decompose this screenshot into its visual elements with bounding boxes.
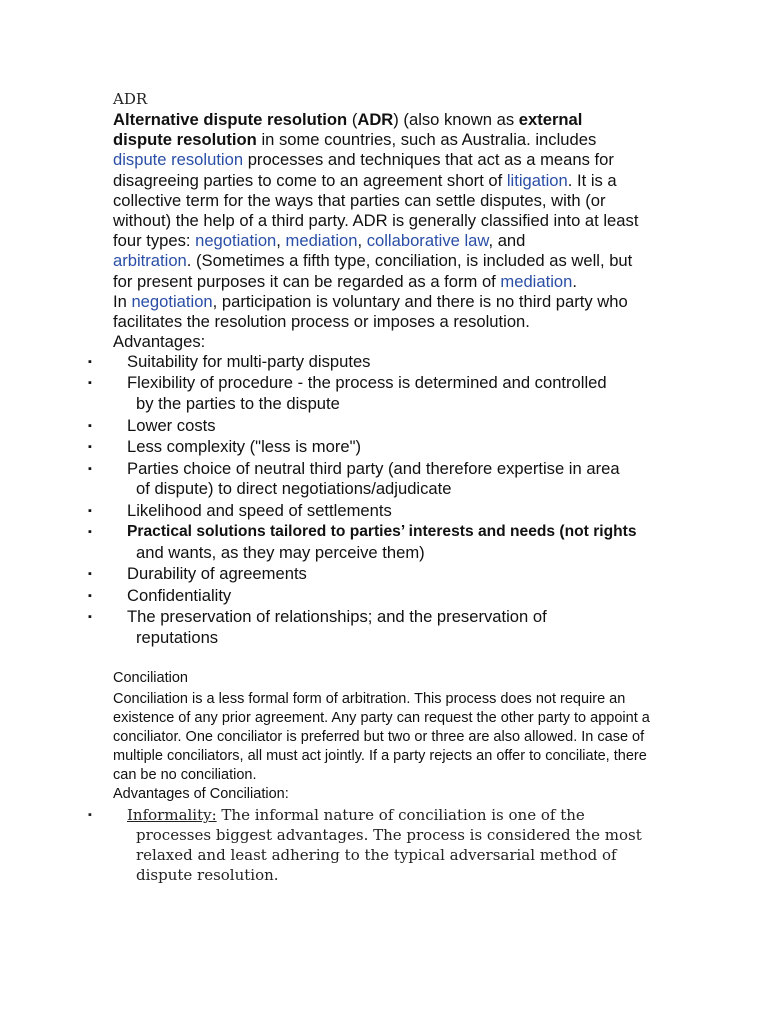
conciliation-paragraph — [113, 690, 653, 804]
text-span: . It is a collective term for the ways that parties can settle disputes, with (or without) the help of a third party. ADR is generally classified into at least four types: — [113, 170, 639, 251]
bullet-icon: ▪ — [88, 462, 92, 475]
link-negotiation[interactable]: negotiation — [195, 231, 277, 251]
advantages-label: Advantages: — [113, 332, 206, 352]
bullet-icon: ▪ — [88, 526, 92, 539]
text-span: , and — [488, 231, 526, 251]
informality-label: Informality: — [127, 806, 217, 824]
informality-rest: processes biggest advantages. The process is considered the most relaxed and least adhering to the typical adversarial method of dispute resolution. — [136, 826, 642, 884]
conciliation-body-text: Conciliation is a less formal form of arbitration. This process does not require an existence of any prior agreement. Any party can request the other party to appoint a conciliator. One conciliator is preferred but two or three are also allowed. In case of multiple conciliators, all must act jointly. If a party rejects an offer to conciliate, there can be no conciliation. — [113, 691, 650, 783]
bullet-icon: ▪ — [88, 504, 92, 517]
text-span: ) (also known as — [393, 110, 519, 129]
link-negotiation-2[interactable]: negotiation — [131, 291, 213, 311]
bullet-icon: ▪ — [88, 589, 92, 602]
bullet-icon: ▪ — [88, 356, 92, 368]
link-mediation[interactable]: mediation — [285, 231, 358, 251]
abbr-bold: ADR — [357, 110, 394, 129]
list-item — [0, 564, 768, 585]
list-item-continuation: of dispute) to direct negotiations/adjudicate — [136, 479, 452, 499]
list-item-text: Lower costs — [127, 415, 216, 435]
list-item — [0, 501, 768, 522]
link-litigation[interactable]: litigation — [506, 170, 568, 190]
list-item — [0, 607, 768, 648]
list-item — [0, 352, 768, 373]
list-item — [0, 437, 768, 458]
bullet-icon: ▪ — [88, 377, 92, 390]
list-item-text: Confidentiality — [127, 585, 232, 605]
bullet-icon: ▪ — [88, 809, 92, 821]
bullet-icon: ▪ — [88, 568, 92, 581]
link-arbitration[interactable]: arbitration — [113, 251, 187, 271]
text-span: in some countries, such as Australia. includes — [256, 130, 597, 150]
list-item-text: Practical solutions tailored to parties’ interests and needs (not rights — [127, 523, 637, 541]
link-collaborative-law[interactable]: collaborative law — [366, 231, 489, 251]
list-item-text: Less complexity ("less is more") — [127, 437, 362, 457]
list-item — [0, 586, 768, 607]
list-item-text: Likelihood and speed of settlements — [127, 500, 392, 520]
text-span: . (Sometimes a fifth type, conciliation, is included as well, but for present purposes it can be regarded as a form of — [113, 251, 633, 291]
conciliation-heading: Conciliation — [113, 670, 188, 686]
informality-line1: The informal nature of conciliation is one of the — [216, 806, 585, 824]
list-item-text: Durability of agreements — [127, 564, 307, 584]
link-mediation-2[interactable]: mediation — [500, 271, 573, 291]
dispute-resolution-bold: dispute resolution — [113, 130, 257, 150]
list-item-text: Flexibility of procedure - the process is determined and controlled — [127, 373, 607, 393]
text-span: , — [357, 231, 367, 251]
list-item — [0, 373, 768, 414]
conciliation-advantages-label: Advantages of Conciliation: — [113, 786, 289, 802]
bullet-icon: ▪ — [88, 419, 92, 432]
list-item — [0, 522, 768, 563]
text-span: In — [113, 291, 132, 311]
informality-text — [127, 805, 647, 885]
text-span: , participation is voluntary and there is no third party who facilitates the resolution process or imposes a resolution. — [113, 291, 628, 332]
document-heading: ADR — [113, 90, 148, 108]
bullet-icon: ▪ — [88, 441, 92, 454]
list-item — [0, 459, 768, 500]
list-item — [0, 416, 768, 437]
advantages-list — [0, 352, 768, 649]
link-dispute-resolution[interactable]: dispute resolution — [113, 150, 244, 170]
text-span: . — [572, 271, 577, 291]
term-bold: Alternative dispute resolution — [113, 110, 348, 129]
intro-paragraph — [113, 110, 653, 352]
list-item-continuation: and wants, as they may perceive them) — [136, 542, 425, 562]
informality-item — [0, 805, 768, 885]
text-span: ( — [347, 110, 358, 129]
list-item-text: The preservation of relationships; and the preservation of — [127, 607, 547, 627]
list-item-continuation: reputations — [136, 627, 219, 647]
bullet-icon: ▪ — [88, 611, 92, 624]
list-item-text: Suitability for multi-party disputes — [127, 352, 371, 371]
external-bold: external — [518, 110, 583, 129]
text-span: processes and techniques that act as a means for disagreeing parties to come to an agreement short of — [113, 150, 614, 190]
text-span: , — [276, 231, 286, 251]
list-item-continuation: by the parties to the dispute — [136, 394, 340, 414]
list-item-text: Parties choice of neutral third party (and therefore expertise in area — [127, 458, 620, 478]
